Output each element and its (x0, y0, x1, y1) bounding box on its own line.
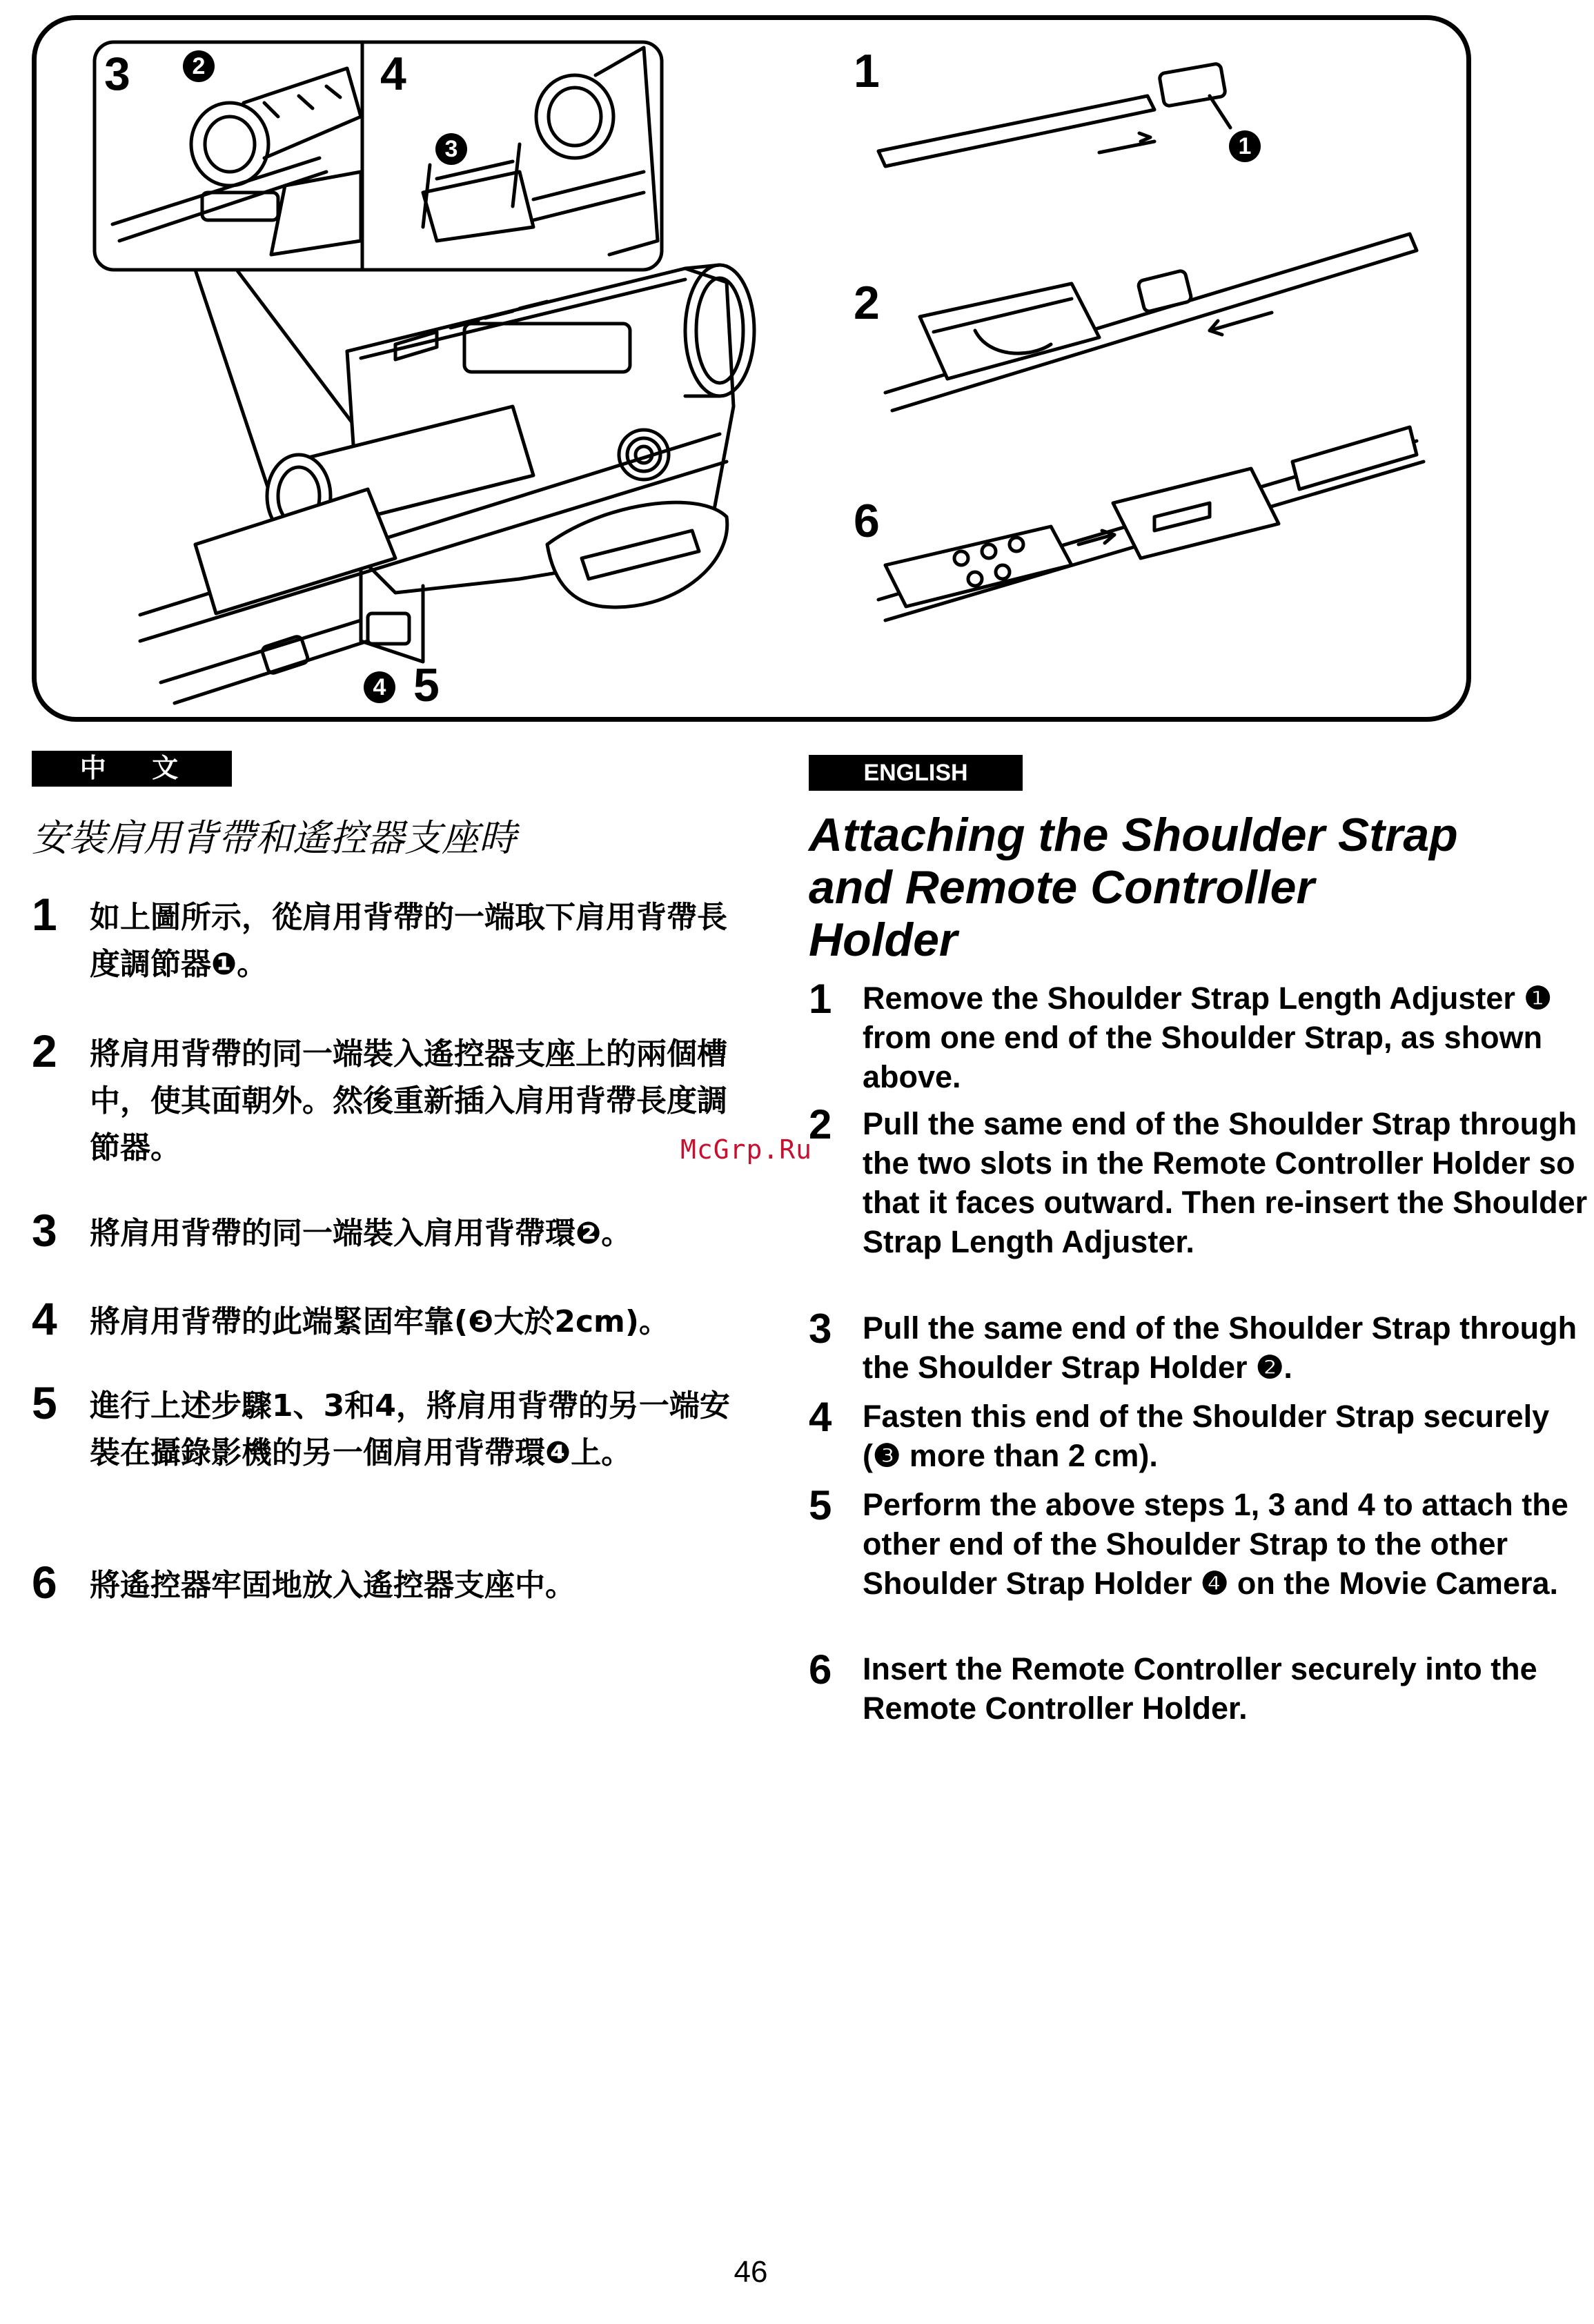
step-number: 2 (32, 1025, 57, 1076)
callout-3-icon: 3 (435, 133, 467, 165)
figure-step-1-label: 1 (854, 45, 880, 97)
step-number: 5 (32, 1377, 57, 1428)
step-text: 將肩用背帶的同一端裝入遙控器支座上的兩個槽中，使其面朝外。然後重新插入肩用背帶長度調節器。 (90, 1036, 727, 1165)
figure-step-5-label: 5 (413, 659, 440, 711)
camera-strap-drawing (37, 20, 1476, 727)
step-text: Pull the same end of the Shoulder Strap through the two slots in the Remote Controller Holder so that it faces outward. Then re-insert the Shoulder Strap Length Adjuster. (863, 1106, 1588, 1259)
instruction-illustration (32, 15, 1471, 722)
step-number: 3 (809, 1306, 832, 1352)
step-number: 1 (809, 976, 832, 1022)
step-number: 4 (32, 1293, 57, 1344)
step-text: 將肩用背帶的此端緊固牢靠(❸大於2cm)。 (90, 1304, 670, 1339)
step-text: Perform the above steps 1, 3 and 4 to attach the other end of the Shoulder Strap to the other Shoulder Strap Holder ❹ on the Movie Camera. (863, 1487, 1568, 1601)
step-text: 將肩用背帶的同一端裝入肩用背帶環❷。 (90, 1216, 632, 1251)
chinese-section-label: 中 文 (32, 751, 232, 787)
watermark: McGrp.Ru (680, 1134, 813, 1165)
figure-step-3-label: 3 (104, 48, 130, 100)
step-text: Fasten this end of the Shoulder Strap securely (❸ more than 2 cm). (863, 1399, 1550, 1473)
step-number: 6 (809, 1646, 832, 1693)
figure-step-4-label: 4 (380, 48, 406, 100)
english-title: Attaching the Shoulder Strap and Remote Controller Holder (809, 809, 1458, 966)
step-number: 6 (32, 1557, 57, 1608)
step-number: 2 (809, 1101, 832, 1148)
callout-2-icon: 2 (183, 50, 215, 82)
figure-step-2-label: 2 (854, 277, 880, 329)
step-number: 3 (32, 1205, 57, 1256)
chinese-title: 安裝肩用背帶和遙控器支座時 (32, 816, 516, 860)
page-number: 46 (734, 2255, 768, 2289)
step-number: 1 (32, 889, 57, 940)
figure-step-6-label: 6 (854, 495, 880, 547)
callout-4-icon: 4 (364, 671, 395, 703)
step-text: Pull the same end of the Shoulder Strap through the Shoulder Strap Holder ❷. (863, 1310, 1577, 1385)
step-text: 進行上述步驟1、3和4，將肩用背帶的另一端安裝在攝錄影機的另一個肩用背帶環❹上。 (90, 1388, 730, 1470)
step-text: 如上圖所示，從肩用背帶的一端取下肩用背帶長度調節器❶。 (90, 900, 727, 982)
step-text: Insert the Remote Controller securely into the Remote Controller Holder. (863, 1651, 1537, 1726)
callout-1-icon: 1 (1229, 130, 1261, 162)
step-text: Remove the Shoulder Strap Length Adjuster ❶ from one end of the Shoulder Strap, as shown above. (863, 981, 1552, 1094)
step-number: 4 (809, 1394, 832, 1440)
step-number: 5 (809, 1482, 832, 1528)
step-text: 將遙控器牢固地放入遙控器支座中。 (90, 1568, 575, 1603)
english-section-label: ENGLISH (809, 755, 1023, 791)
